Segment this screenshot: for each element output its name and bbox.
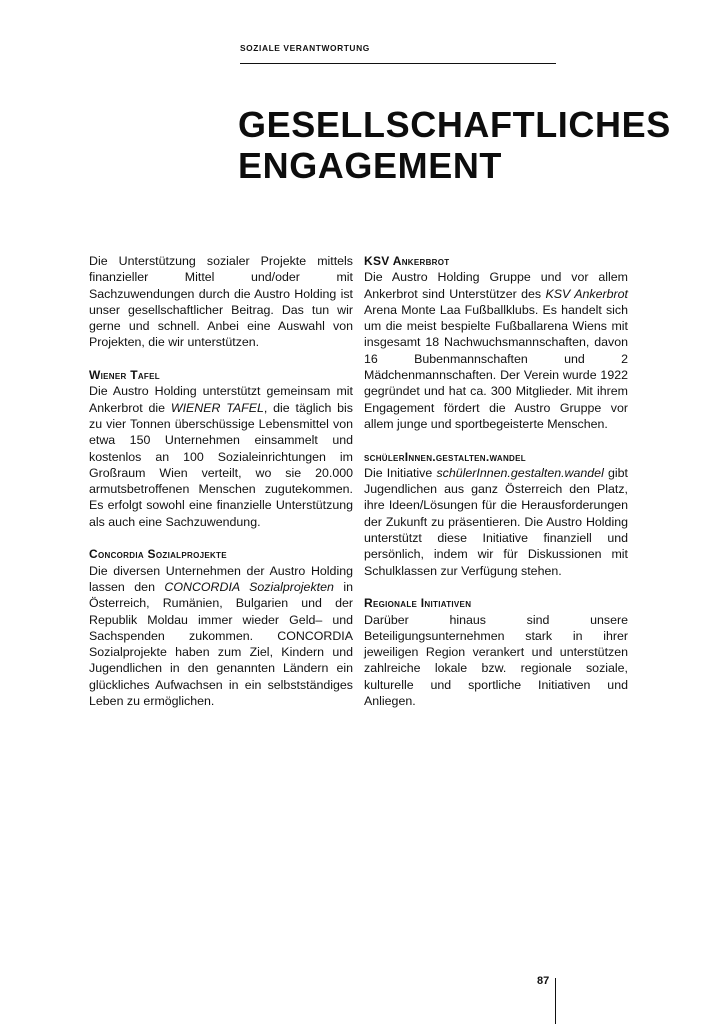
section-body	[364, 465, 628, 579]
page-number: 87	[537, 975, 550, 987]
section-heading: schülerInnen.gestalten.wandel	[364, 449, 526, 464]
section-wiener-tafel	[89, 367, 353, 530]
body-text: Die Austro Holding Gruppe und vor allem Ankerbrot sind Unterstützer des	[364, 270, 628, 301]
body-text: , die täglich bis zu vier Tonnen überschüssige Lebensmittel von etwa 150 Unternehmen einsammelt und kostenlos an 100 Sozialeinrichtungen im Großraum Wien verteilt, wo sie 20.000 armutsbetroffenen Menschen zugutekommen. Es erfolgt sowohl eine finanzielle Unterstützung als auch eine Sachzuwendung.	[89, 400, 353, 529]
body-text: Arena Monte Laa Fußballklubs. Es handelt sich um die meist bespielte Fußballarena Wiens mit insgesamt 18 Nachwuchsmannschaften, davon 16 Bubenmannschaften und 2 Mädchenmannschaften. Der Verein wurde 1922 gegründet und hat ca. 300 Mitglieder. Mit ihrem Engagement fördert die Austro Gruppe vor allem junge und sportbegeisterte Menschen.	[364, 302, 628, 431]
section-heading: Wiener Tafel	[89, 368, 160, 383]
intro-text: Die Unterstützung sozialer Projekte mittels finanzieller Mittel und/oder mit Sachzuwendungen durch die Austro Holding ist unser gesellschaftlicher Beitrag. Das tun wir gerne und schnell. Anbei eine Auswahl von Projekten, die wir unterstützen.	[89, 254, 353, 350]
header-rule	[240, 63, 556, 64]
body-text: Die Austro Holding unterstützt gemeinsam mit Ankerbrot die	[89, 384, 353, 415]
body-text: in Österreich, Rumänien, Bulgarien und der Republik Moldau immer wieder Geld– und Sachspenden zukommen. CONCORDIA Sozialprojekte haben zum Ziel, Kindern und Jugendlichen in den genannten Ländern ein glückliches Aufwachsen in ein selbstständiges Leben zu ermöglichen.	[89, 579, 353, 709]
body-emphasis: KSV Ankerbrot	[545, 286, 628, 301]
section-body: Darüber hinaus sind unsere Beteiligungsunternehmen stark in ihrer jeweiligen Region verankert und unterstützen zahlreiche lokale bzw. regionale soziale, kulturelle und sportliche Initiativen und Anliegen.	[364, 612, 628, 709]
section-ksv-ankerbrot	[364, 253, 628, 432]
section-body	[89, 563, 353, 710]
body-text: Die Initiative	[364, 465, 437, 480]
section-body	[89, 383, 353, 530]
section-concordia	[89, 546, 353, 709]
intro-block	[89, 253, 353, 351]
body-text: gibt Jugendlichen aus ganz Österreich den Platz, ihre Ideen/Lösungen für die Herausforderungen der Zukunft zu präsentieren. Die Austro Holding unterstützt diese Initiative finanziell und persönlich, indem wir für Diskussionen mit Schulklassen zur Verfügung stehen.	[364, 465, 628, 578]
section-heading: Regionale Initiativen	[364, 596, 472, 611]
left-column	[89, 253, 353, 726]
section-body	[364, 269, 628, 432]
right-column	[364, 253, 628, 726]
body-emphasis: WIENER TAFEL	[170, 400, 264, 415]
body-emphasis: schülerInnen.gestalten.wandel	[436, 465, 604, 480]
section-schuelerinnen	[364, 449, 628, 579]
title-line-1: GESELLSCHAFTLICHES	[238, 104, 671, 145]
running-head: SOZIALE VERANTWORTUNG	[240, 43, 370, 53]
section-regionale-initiativen	[364, 595, 628, 709]
section-heading: Concordia Sozialprojekte	[89, 547, 227, 562]
body-text: Die diversen Unternehmen der Austro Holding lassen den	[89, 563, 353, 594]
body-emphasis: CONCORDIA Sozialprojekten	[164, 579, 334, 594]
page-title	[238, 104, 671, 186]
title-line-2: ENGAGEMENT	[238, 145, 503, 186]
page-number-rule	[555, 978, 556, 1024]
section-heading: KSV Ankerbrot	[364, 254, 450, 268]
